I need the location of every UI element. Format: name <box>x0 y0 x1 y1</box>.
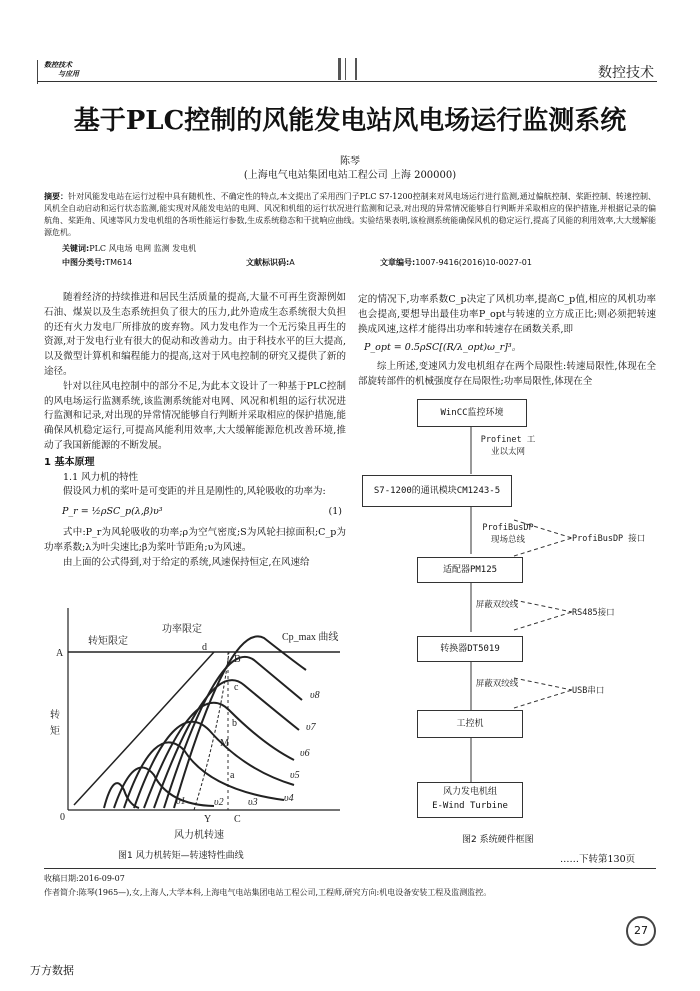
point-c: c <box>234 682 239 693</box>
doc-value: A <box>289 258 295 267</box>
v2-label: υ2 <box>214 797 224 808</box>
link-twisted-2: 屏蔽双绞线 <box>475 679 519 689</box>
art-value: 1007-9416(2016)10-0027-01 <box>415 258 532 267</box>
paragraph: 假设风力机的桨叶是可变距的并且是刚性的,风轮吸收的功率为: <box>63 486 326 498</box>
equation-2: P_opt = 0.5ρSC[(R/λ_opt)ω_r]³。 <box>364 342 522 354</box>
power-limit-label: 功率限定 <box>162 624 202 635</box>
equation-1 <box>44 500 346 526</box>
equation-number: (1) <box>328 506 342 518</box>
paragraph: 式中:P_r为风轮吸收的功率;ρ为空气密度;S为风轮扫掠面积;C_p为功率系数;λ为叶尖速比;β为桨叶节距角;υ为风速。 <box>44 527 346 553</box>
dashed-link <box>514 690 572 708</box>
v1-label: υ1 <box>176 796 186 807</box>
side-usb-port: USB串口 <box>572 686 605 696</box>
affiliation: (上海电气电站集团电站工程公司 上海 200000) <box>243 170 457 181</box>
box-converter: 转换器DT5019 <box>417 636 523 662</box>
v4-label: υ4 <box>284 793 294 804</box>
header-bar-3 <box>355 58 357 80</box>
author-bio: 作者简介:陈琴(1965—),女,上海人,大学本科,上海电气电站集团电站工程公司,工程师,研究方向:机电设备安装工程及监测监控。 <box>44 888 492 897</box>
figure-1 <box>44 600 349 845</box>
formula: P_r = ½ρSC_p(λ,β)υ³ <box>62 506 163 518</box>
doc-code <box>246 257 295 268</box>
left-column <box>44 291 346 571</box>
point-d: d <box>202 642 207 653</box>
side-profibus-port: ProfiBusDP 接口 <box>572 534 646 544</box>
header-bar-1 <box>338 58 341 80</box>
figure-2-caption: 图2 系统硬件框图 <box>462 835 534 845</box>
header-rule <box>37 81 657 82</box>
received-date: 收稿日期:2016-09-07 <box>44 874 125 883</box>
v1-curve <box>104 783 139 808</box>
side-rs485-port: RS485接口 <box>572 608 615 618</box>
section-name: 数控技术 <box>598 65 654 81</box>
paragraph: 综上所述,变速风力发电机组存在两个局限性:转速局限性,体现在全部旋转部件的机械强度存在局限性;功率局限性,体现在全 <box>358 361 656 387</box>
page-number: 27 <box>626 916 656 946</box>
box-turbine <box>417 782 523 818</box>
box-ipc: 工控机 <box>417 710 523 738</box>
keywords <box>62 243 196 254</box>
v7-label: υ7 <box>306 722 316 733</box>
link-profibus: ProfiBusDP 现场总线 <box>482 523 534 545</box>
paper-title: 基于PLC控制的风能发电站风电场运行监测系统 <box>73 106 627 136</box>
box-s7-1200: S7-1200的通讯模块CM1243-5 <box>362 475 512 507</box>
cpmax-label: Cp_max 曲线 <box>282 632 339 643</box>
turbine-label: 风力发电机组 <box>442 787 497 797</box>
abstract-label: 摘要： <box>44 192 69 201</box>
keywords-text: PLC 风电场 电网 监测 发电机 <box>89 244 197 253</box>
clc-value: TM614 <box>105 258 133 267</box>
y-label-1: 转 <box>50 710 60 721</box>
link-twisted-1: 屏蔽双绞线 <box>475 600 519 610</box>
continue-note: ……下转第130页 <box>560 854 636 865</box>
point-b: b <box>232 718 237 729</box>
subsection-heading: 1.1 风力机的特性 <box>63 471 139 483</box>
box-adapter: 适配器PM125 <box>417 557 523 583</box>
point-C: C <box>234 814 241 825</box>
doc-label: 文献标识码: <box>246 258 290 267</box>
origin-label: 0 <box>60 812 65 823</box>
link-profinet: Profinet 工业以太网 <box>480 435 536 457</box>
author: 陈琴 <box>340 156 360 167</box>
point-Y: Y <box>204 814 212 825</box>
paragraph: 由上面的公式得到,对于给定的系统,风速保持恒定,在风速给 <box>63 556 310 568</box>
header-bar-2 <box>345 58 346 80</box>
art-label: 文章编号: <box>380 258 416 267</box>
v5-label: υ5 <box>290 770 300 781</box>
paragraph: 随着经济的持续推进和居民生活质量的提高,大量不可再生资源例如石油、煤炭以及生态系统担负了很大的压力,此外造成生态系统很大负担的还有火力发电厂所排放的废弃物。风力发电作为一个无污染且再生的资源,对于发电行业有很大的促动和改善动力。由于科技水平的巨大提高,以及微型计算机和编程能力的提高,这对于风电控制的研究又提供了新的途径。 <box>44 292 346 377</box>
logo-line-2: 与应用 <box>58 69 79 78</box>
keywords-label: 关键词: <box>62 244 90 253</box>
point-M: M <box>220 738 229 749</box>
dashed-link <box>514 612 572 630</box>
section-heading: 1 基本原理 <box>44 456 95 468</box>
paragraph: 定的情况下,功率系数C_p决定了风机功率,提高C_p值,相应的风机功率也会提高,要想导出最佳功率P_opt与转速的立方成正比;则必须把转速换成风速,这样才能得出功率和转速存在函数关系,即 <box>358 294 656 335</box>
v8-label: υ8 <box>310 690 320 701</box>
clc <box>62 257 132 268</box>
y-label-2: 矩 <box>50 726 60 737</box>
right-column <box>358 293 656 390</box>
point-B: B <box>234 654 241 665</box>
torque-limit-label: 转矩限定 <box>88 636 128 647</box>
point-a: a <box>230 770 235 781</box>
clc-label: 中图分类号: <box>62 258 106 267</box>
box-wincc: WinCC监控环境 <box>417 399 527 427</box>
footer-rule <box>44 868 656 869</box>
figure-1-caption: 图1 风力机转矩—转速特性曲线 <box>118 851 244 861</box>
logo-line-1: 数控技术 <box>44 60 72 69</box>
point-A: A <box>56 648 64 659</box>
v3-label: υ3 <box>248 797 258 808</box>
abstract <box>44 191 656 239</box>
article-no <box>380 257 532 268</box>
abstract-text: 针对风能发电站在运行过程中具有随机性、不确定性的特点,本文提出了采用西门子PLC S7-1200控制来对风电场运行进行监测,通过偏航控制、桨距控制、转速控制、风机全自动启动和运行状态监测,能实现对风能发电站的电网、风况和机组的运行状况进行监测和记录,对出现的异常情况能够自行判断并采取相应的保护措施,并根据记录的偏航角、桨距角、风速等风力发电机组的各项性能运行参数,生成系统稳态和干扰响应曲线。实验结果表明,该检测系统能确保风机的稳定运行,提高了风能的利用效率,大大缓解能源危机。 <box>44 192 657 237</box>
watermark: 万方数据 <box>30 964 74 977</box>
x-axis-label: 风力机转速 <box>174 830 224 841</box>
v6-label: υ6 <box>300 748 310 759</box>
paragraph: 针对以往风电控制中的部分不足,为此本文设计了一种基于PLC控制的风电场运行监测系统,该监测系统能对电网、风况和机组的运行状况进行监测和记录,对出现的异常情况能够自行判断并采取相应的保护措施,能确保风机稳定运行,可提高风能利用效率,大大缓解能源危机改善环境,推动了我国新能源的不断发展。 <box>44 380 346 451</box>
turbine-sub: E-Wind Turbine <box>432 801 508 811</box>
